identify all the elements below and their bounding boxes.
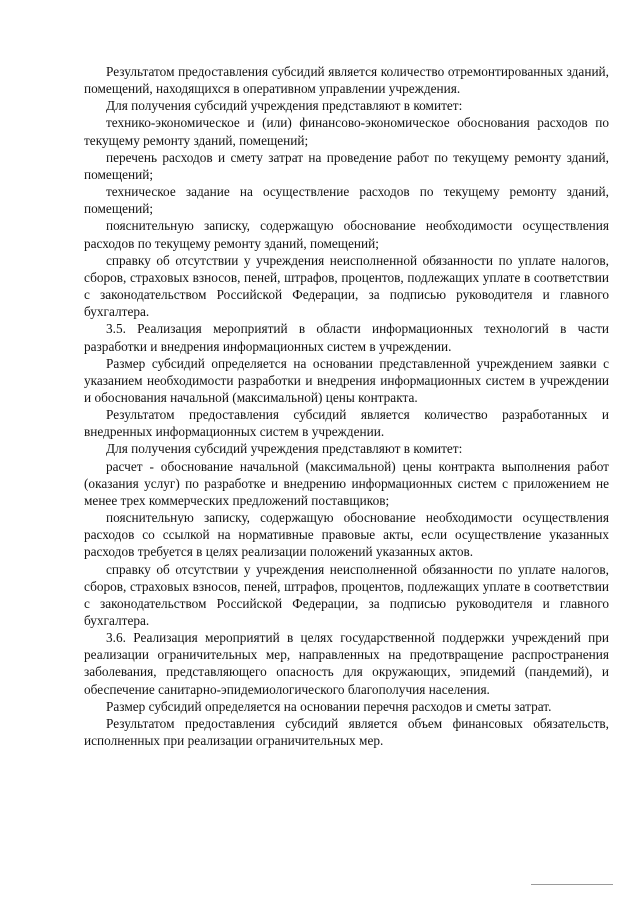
paragraph-technical-task: техническое задание на осуществление расходов по текущему ремонту зданий, помещений; bbox=[84, 184, 609, 217]
paragraph-cost-estimate: перечень расходов и смету затрат на проведение работ по текущему ремонту зданий, помещений; bbox=[84, 149, 609, 182]
paragraph-tax-certificate-it: справку об отсутствии у учреждения неисполненной обязанности по уплате налогов, сборов, страховых взносов, пеней, штрафов, процентов, подлежащих уплате в соответствии с законодательством Российской Федерации, за подписью руководителя и главного бухгалтера. bbox=[84, 561, 609, 628]
section-3-6-heading: 3.6. Реализация мероприятий в целях государственной поддержки учреждений при реализации ограничительных мер, направленных на предотвращение распространения заболевания, представляющего опасность для окружающих, эпидемий (пандемий), и обеспечение санитарно-эпидемиологического благополучия населения. bbox=[84, 630, 609, 697]
document-body bbox=[84, 63, 609, 749]
paragraph-tax-certificate: справку об отсутствии у учреждения неисполненной обязанности по уплате налогов, сборов, страховых взносов, пеней, штрафов, процентов, подлежащих уплате в соответствии с законодательством Российской Федерации, за подписью руководителя и главного бухгалтера. bbox=[84, 252, 609, 320]
paragraph-result-restrictions: Результатом предоставления субсидий является объем финансовых обязательств, исполненных при реализации ограничительных мер. bbox=[84, 715, 609, 749]
paragraph-feasibility-study: технико-экономическое и (или) финансово-экономическое обоснования расходов по текущему ремонту зданий, помещений; bbox=[84, 115, 609, 148]
paragraph-submit-intro: Для получения субсидий учреждения представляют в комитет: bbox=[106, 98, 463, 114]
paragraph-subsidy-size-it: Размер субсидий определяется на основании представленной учреждением заявки с указанием необходимости разработки и внедрения информационных систем в учреждении и обоснования начальной (максимальной) цены контракта. bbox=[84, 355, 609, 405]
paragraph-result-it: Результатом предоставления субсидий является количество разработанных и внедренных информационных систем в учреждении. bbox=[84, 407, 609, 440]
paragraph-explanatory-note-it: пояснительную записку, содержащую обоснование необходимости осуществления расходов со ссылкой на нормативные правовые акты, если осуществление указанных расходов требуется в целях реализации положений указанных актов. bbox=[84, 510, 609, 560]
paragraph-price-justification: расчет - обоснование начальной (максимальной) цены контракта выполнения работ (оказания услуг) по разработке и внедрению информационных систем с приложением не менее трех коммерческих предложений поставщиков; bbox=[84, 458, 609, 508]
section-3-5-heading: 3.5. Реализация мероприятий в области информационных технологий в части разработки и внедрения информационных систем в учреждении. bbox=[84, 321, 609, 354]
paragraph-explanatory-note: пояснительную записку, содержащую обоснование необходимости осуществления расходов по текущему ремонту зданий, помещений; bbox=[84, 218, 609, 251]
paragraph-result-repair: Результатом предоставления субсидий является количество отремонтированных зданий, помещений, находящихся в оперативном управлении учреждения. bbox=[84, 64, 609, 97]
footer-divider bbox=[531, 884, 613, 885]
paragraph-subsidy-size-restrictions: Размер субсидий определяется на основании перечня расходов и сметы затрат. bbox=[106, 698, 552, 714]
paragraph-submit-intro-it: Для получения субсидий учреждения представляют в комитет: bbox=[106, 441, 463, 457]
